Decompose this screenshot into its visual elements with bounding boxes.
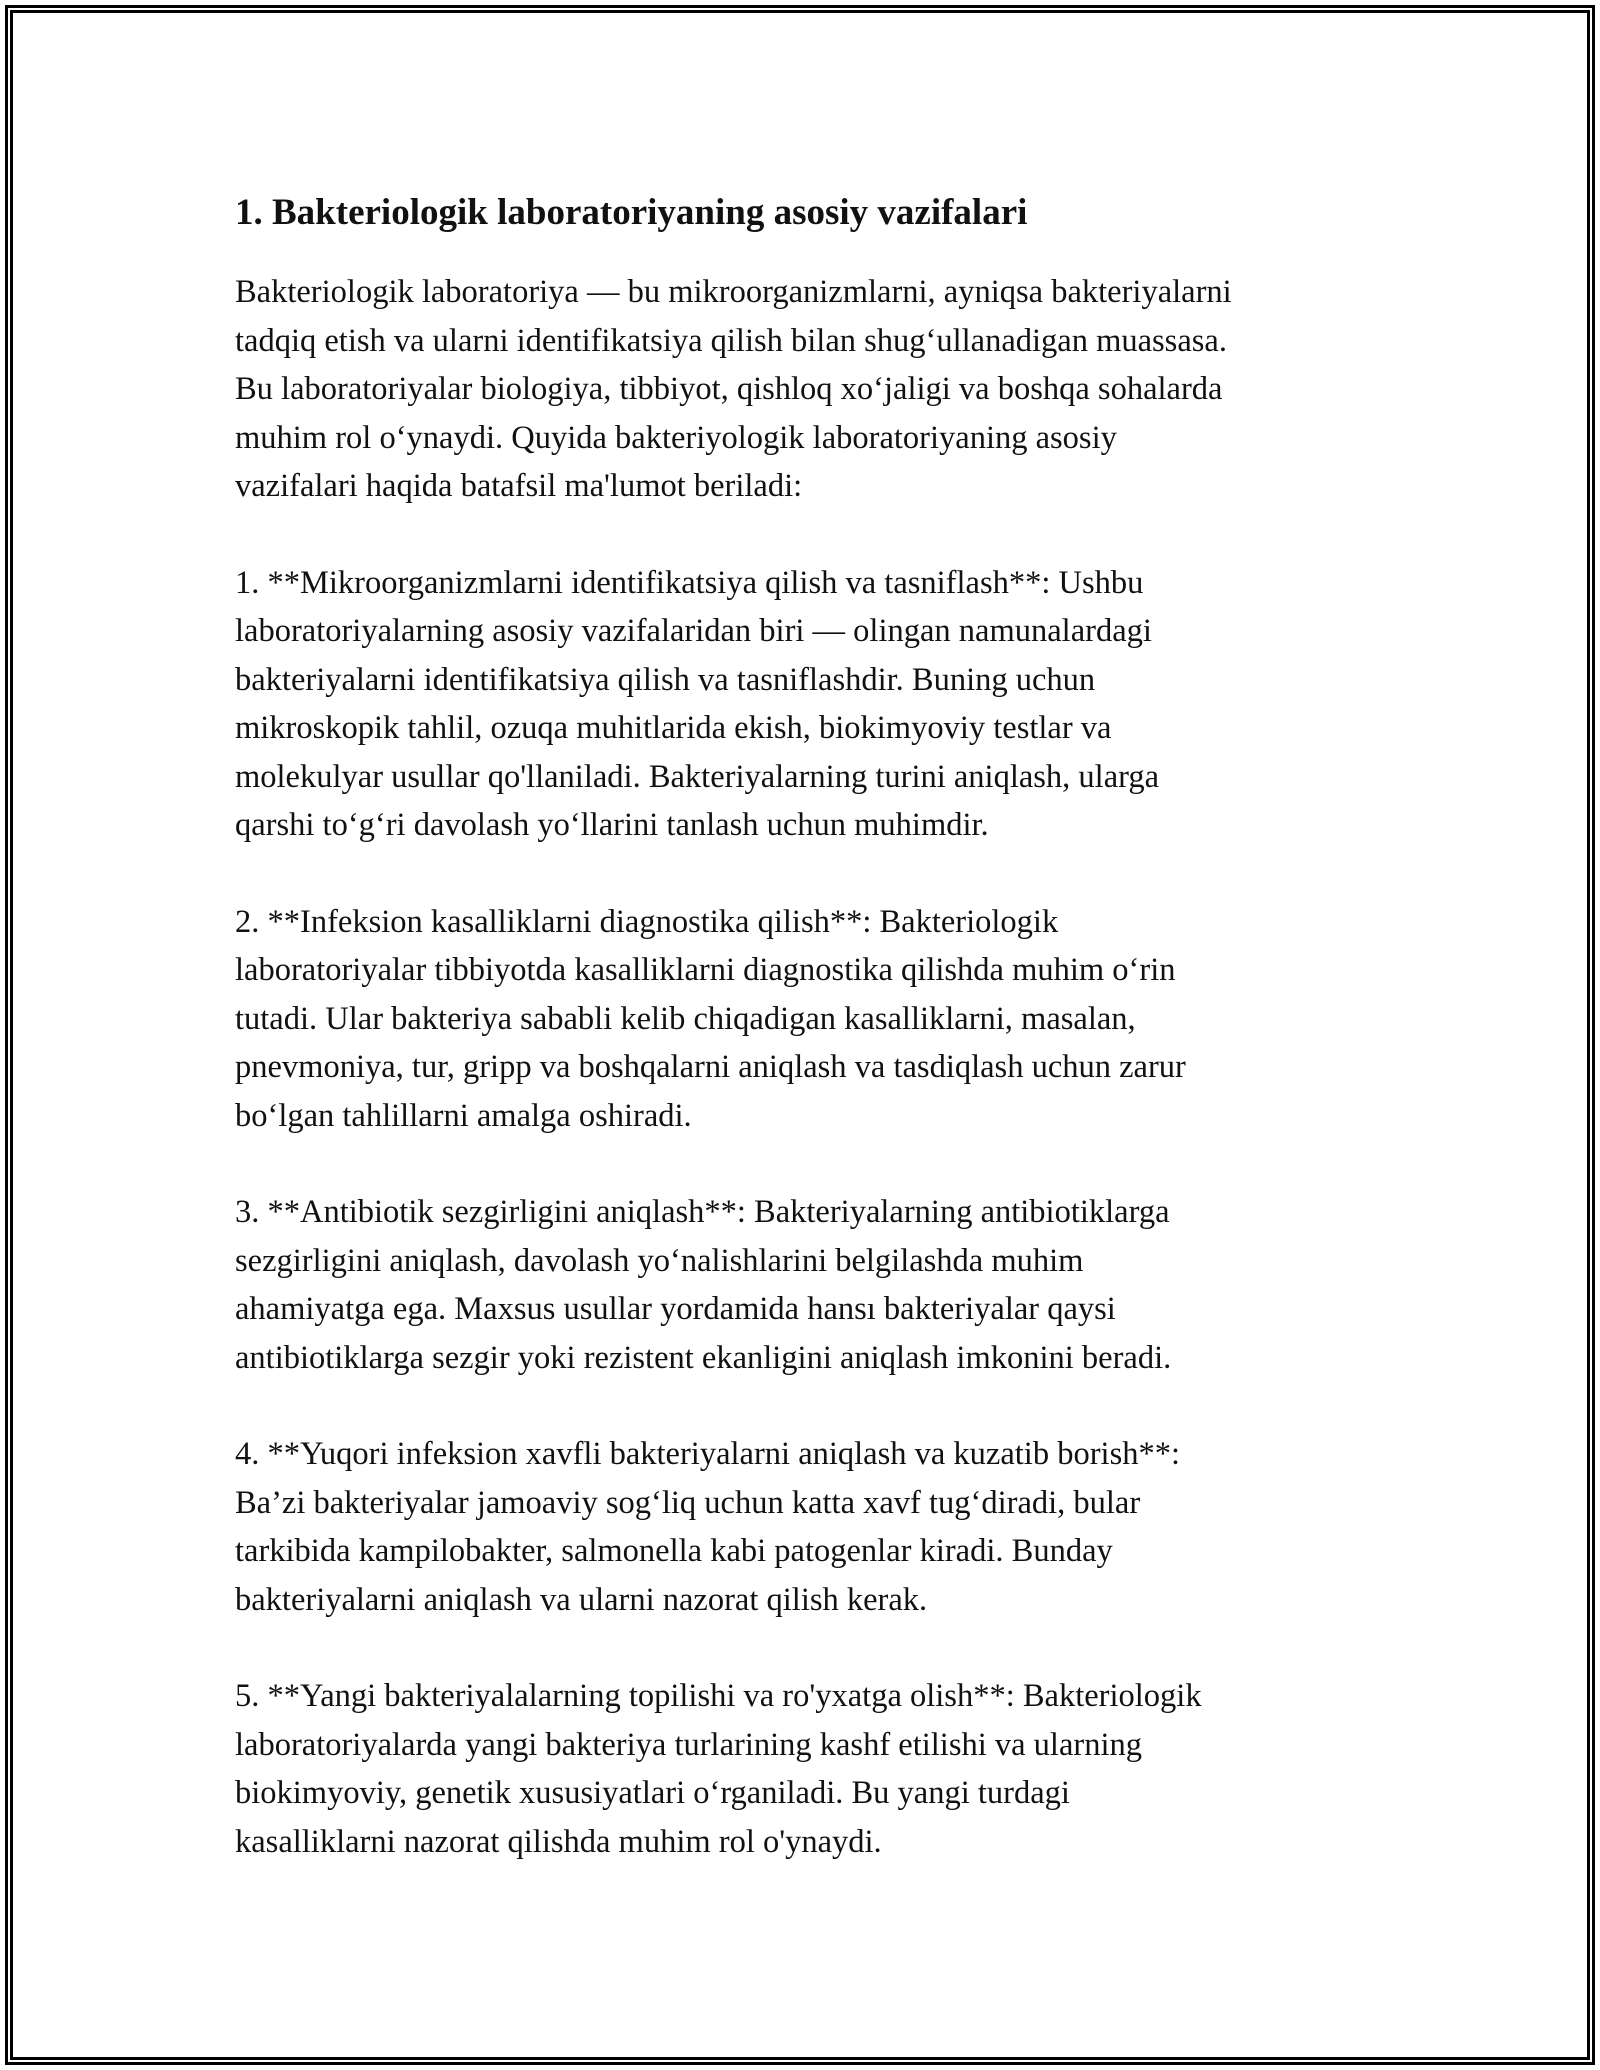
section-heading: 1. Bakteriologik laboratoriyaning asosiy vazifalari	[235, 192, 1028, 233]
intro-paragraph: Bakteriologik laboratoriya — bu mikroorganizmlarni, ayniqsa bakteriyalarni tadqiq etish va ularni identifikatsiya qilish bilan shug‘ullanadigan muassasa. Bu laboratoriyalar biologiya, tibbiyot, qishloq xo‘jaligi va boshqa sohalarda muhim rol o‘ynaydi. Quyida bakteriyologik laboratoriyaning asosiy vazifalari haqida batafsil ma'lumot beriladi:	[235, 274, 1232, 504]
list-item-identification: 1. **Mikroorganizmlarni identifikatsiya qilish va tasniflash**: Ushbu laboratoriyalarning asosiy vazifalaridan biri — olingan namunalardagi bakteriyalarni identifikatsiya qilish va tasniflashdir. Buning uchun mikroskopik tahlil, ozuqa muhitlarida ekish, biokimyoviy testlar va molekulyar usullar qo'llaniladi. Bakteriyalarning turini aniqlash, ularga qarshi to‘g‘ri davolash yo‘llarini tanlash uchun muhimdir.	[235, 564, 1160, 843]
list-item-diagnostics: 2. **Infeksion kasalliklarni diagnostika qilish**: Bakteriologik laboratoriyalar tibbiyotda kasalliklarni diagnostika qilishda muhim o‘rin tutadi. Ular bakteriya sababli kelib chiqadigan kasalliklarni, masalan, pnevmoniya, tur, gripp va boshqalarni aniqlash va tasdiqlash uchun zarur bo‘lgan tahlillarni amalga oshiradi.	[235, 903, 1186, 1134]
list-item-new-bacteria: 5. **Yangi bakteriyalalarning topilishi va ro'yxatga olish**: Bakteriologik laboratoriyalarda yangi bakteriya turlarining kashf etilishi va ularning biokimyoviy, genetik xususiyatlari o‘rganiladi. Bu yangi turdagi kasalliklarni nazorat qilishda muhim rol o'ynaydi.	[235, 1678, 1202, 1860]
list-item-antibiotic-sensitivity: 3. **Antibiotik sezgirligini aniqlash**: Bakteriyalarning antibiotiklarga sezgirligini aniqlash, davolash yo‘nalishlarini belgilashda muhim ahamiyatga ega. Maxsus usullar yordamida hansı bakteriyalar qaysi antibiotiklarga sezgir yoki rezistent ekanligini aniqlash imkonini beradi.	[235, 1194, 1172, 1376]
document-body	[235, 188, 1385, 1914]
list-item-high-risk-bacteria: 4. **Yuqori infeksion xavfli bakteriyalarni aniqlash va kuzatib borish**: Ba’zi bakteriyalar jamoaviy sog‘liq uchun katta xavf tug‘diradi, bular tarkibida kampilobakter, salmonella kabi patogenlar kiradi. Bunday bakteriyalarni aniqlash va ularni nazorat qilish kerak.	[235, 1436, 1180, 1618]
